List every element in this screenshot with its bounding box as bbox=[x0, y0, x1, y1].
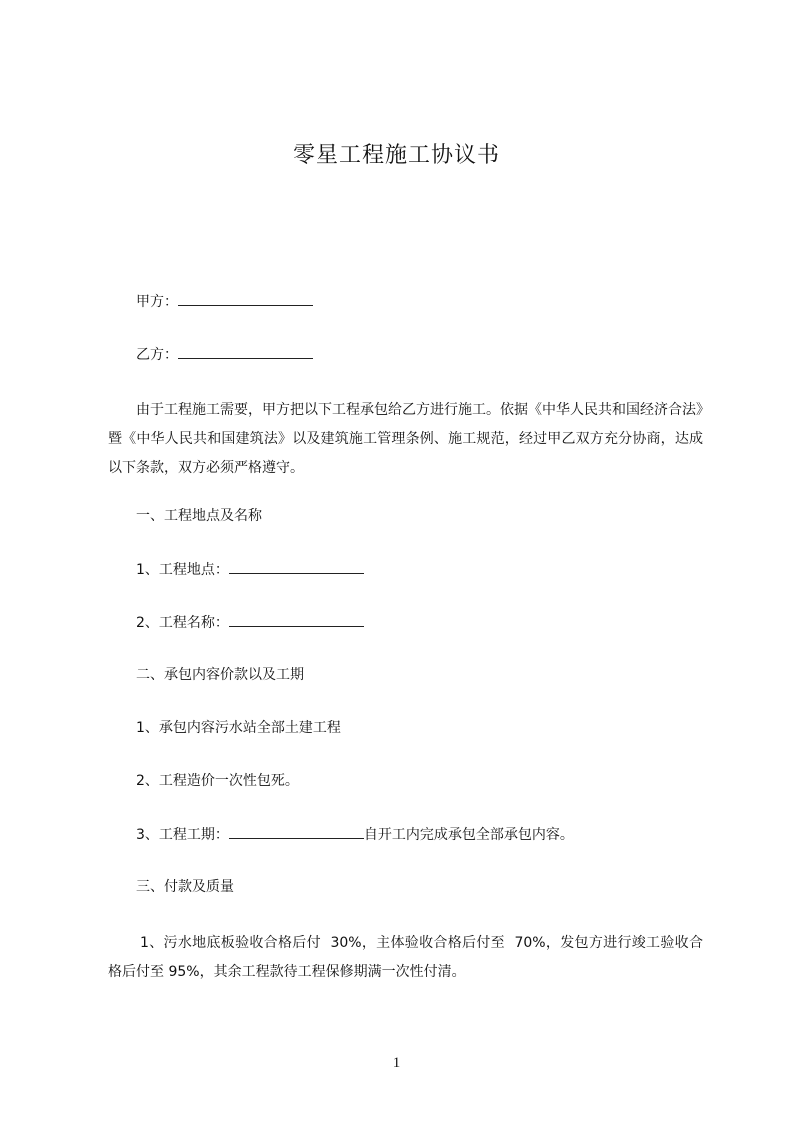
intro-paragraph: 由于工程施工需要，甲方把以下工程承包给乙方进行施工。依据《中华人民共和国经济合法》暨《中华人民共和国建筑法》以及建筑施工管理条例、施工规范，经过甲乙双方充分协商，达成以下条款，双方必须严格遵守。 bbox=[108, 402, 703, 476]
location-blank bbox=[229, 558, 364, 574]
location-label: 1、工程地点： bbox=[136, 562, 229, 578]
duration-line bbox=[136, 823, 574, 846]
project-name-blank bbox=[229, 611, 364, 627]
duration-label: 3、工程工期： bbox=[136, 827, 229, 843]
duration-suffix: 自开工内完成承包全部承包内容。 bbox=[363, 827, 574, 843]
section-heading-3: 三、付款及质量 bbox=[136, 879, 234, 895]
party-a-blank bbox=[178, 290, 313, 306]
payment-paragraph: 1、污水地底板验收合格后付 30%，主体验收合格后付至 70%，发包方进行竣工验收合格后付至 95%，其余工程款待工程保修期满一次性付清。 bbox=[108, 935, 703, 980]
project-name-label: 2、工程名称： bbox=[136, 615, 229, 631]
party-a-label: 甲方： bbox=[136, 294, 178, 310]
party-b-label: 乙方： bbox=[136, 347, 178, 363]
document-title: 零星工程施工协议书 bbox=[292, 143, 500, 168]
section-heading-1: 一、工程地点及名称 bbox=[136, 508, 262, 524]
party-b-line bbox=[136, 343, 313, 366]
location-line bbox=[136, 558, 364, 581]
section-heading-2: 二、承包内容价款以及工期 bbox=[136, 667, 304, 683]
party-a-line bbox=[136, 290, 313, 313]
project-name-line bbox=[136, 611, 364, 634]
scope-line: 1、承包内容污水站全部土建工程 bbox=[136, 720, 341, 736]
page-number: 1 bbox=[392, 1055, 401, 1071]
party-b-blank bbox=[178, 343, 313, 359]
duration-blank bbox=[229, 823, 364, 839]
price-line: 2、工程造价一次性包死。 bbox=[136, 773, 299, 789]
